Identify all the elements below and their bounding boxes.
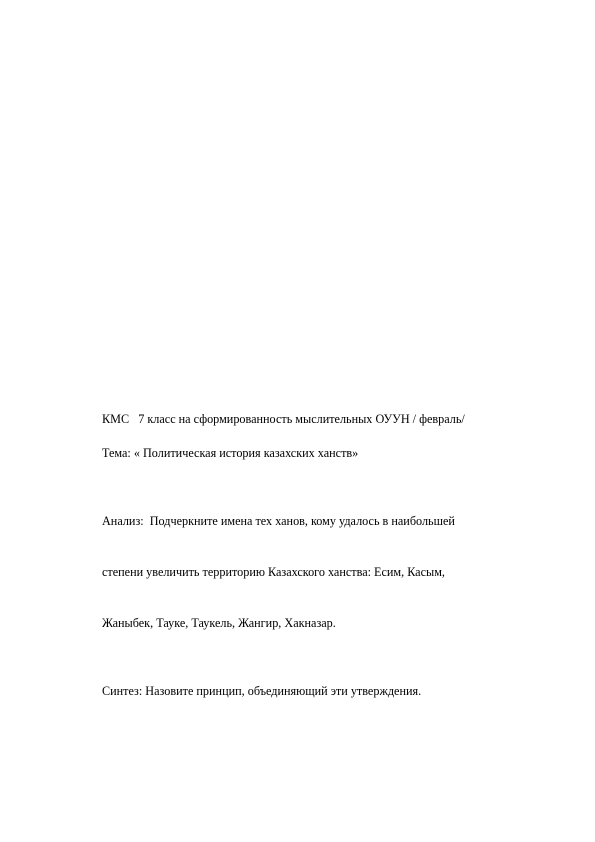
analysis-line-3: Жаныбек, Тауке, Таукель, Жангир, Хакназар.: [102, 616, 336, 630]
topic-line: Тема: « Политическая история казахских ханств»: [102, 446, 359, 460]
analysis-line-2: степени увеличить территорию Казахского ханства: Есим, Касым,: [102, 565, 445, 579]
analysis-line-1: Анализ: Подчеркните имена тех ханов, кому удалось в наибольшей: [102, 514, 455, 528]
document-body: [102, 411, 542, 717]
analysis-paragraph: [102, 479, 542, 666]
header-line: КМС 7 класс на сформированность мыслительных ОУУН / февраль/: [102, 412, 465, 426]
synthesis-line: Синтез: Назовите принцип, объединяющий эти утверждения.: [102, 684, 422, 698]
